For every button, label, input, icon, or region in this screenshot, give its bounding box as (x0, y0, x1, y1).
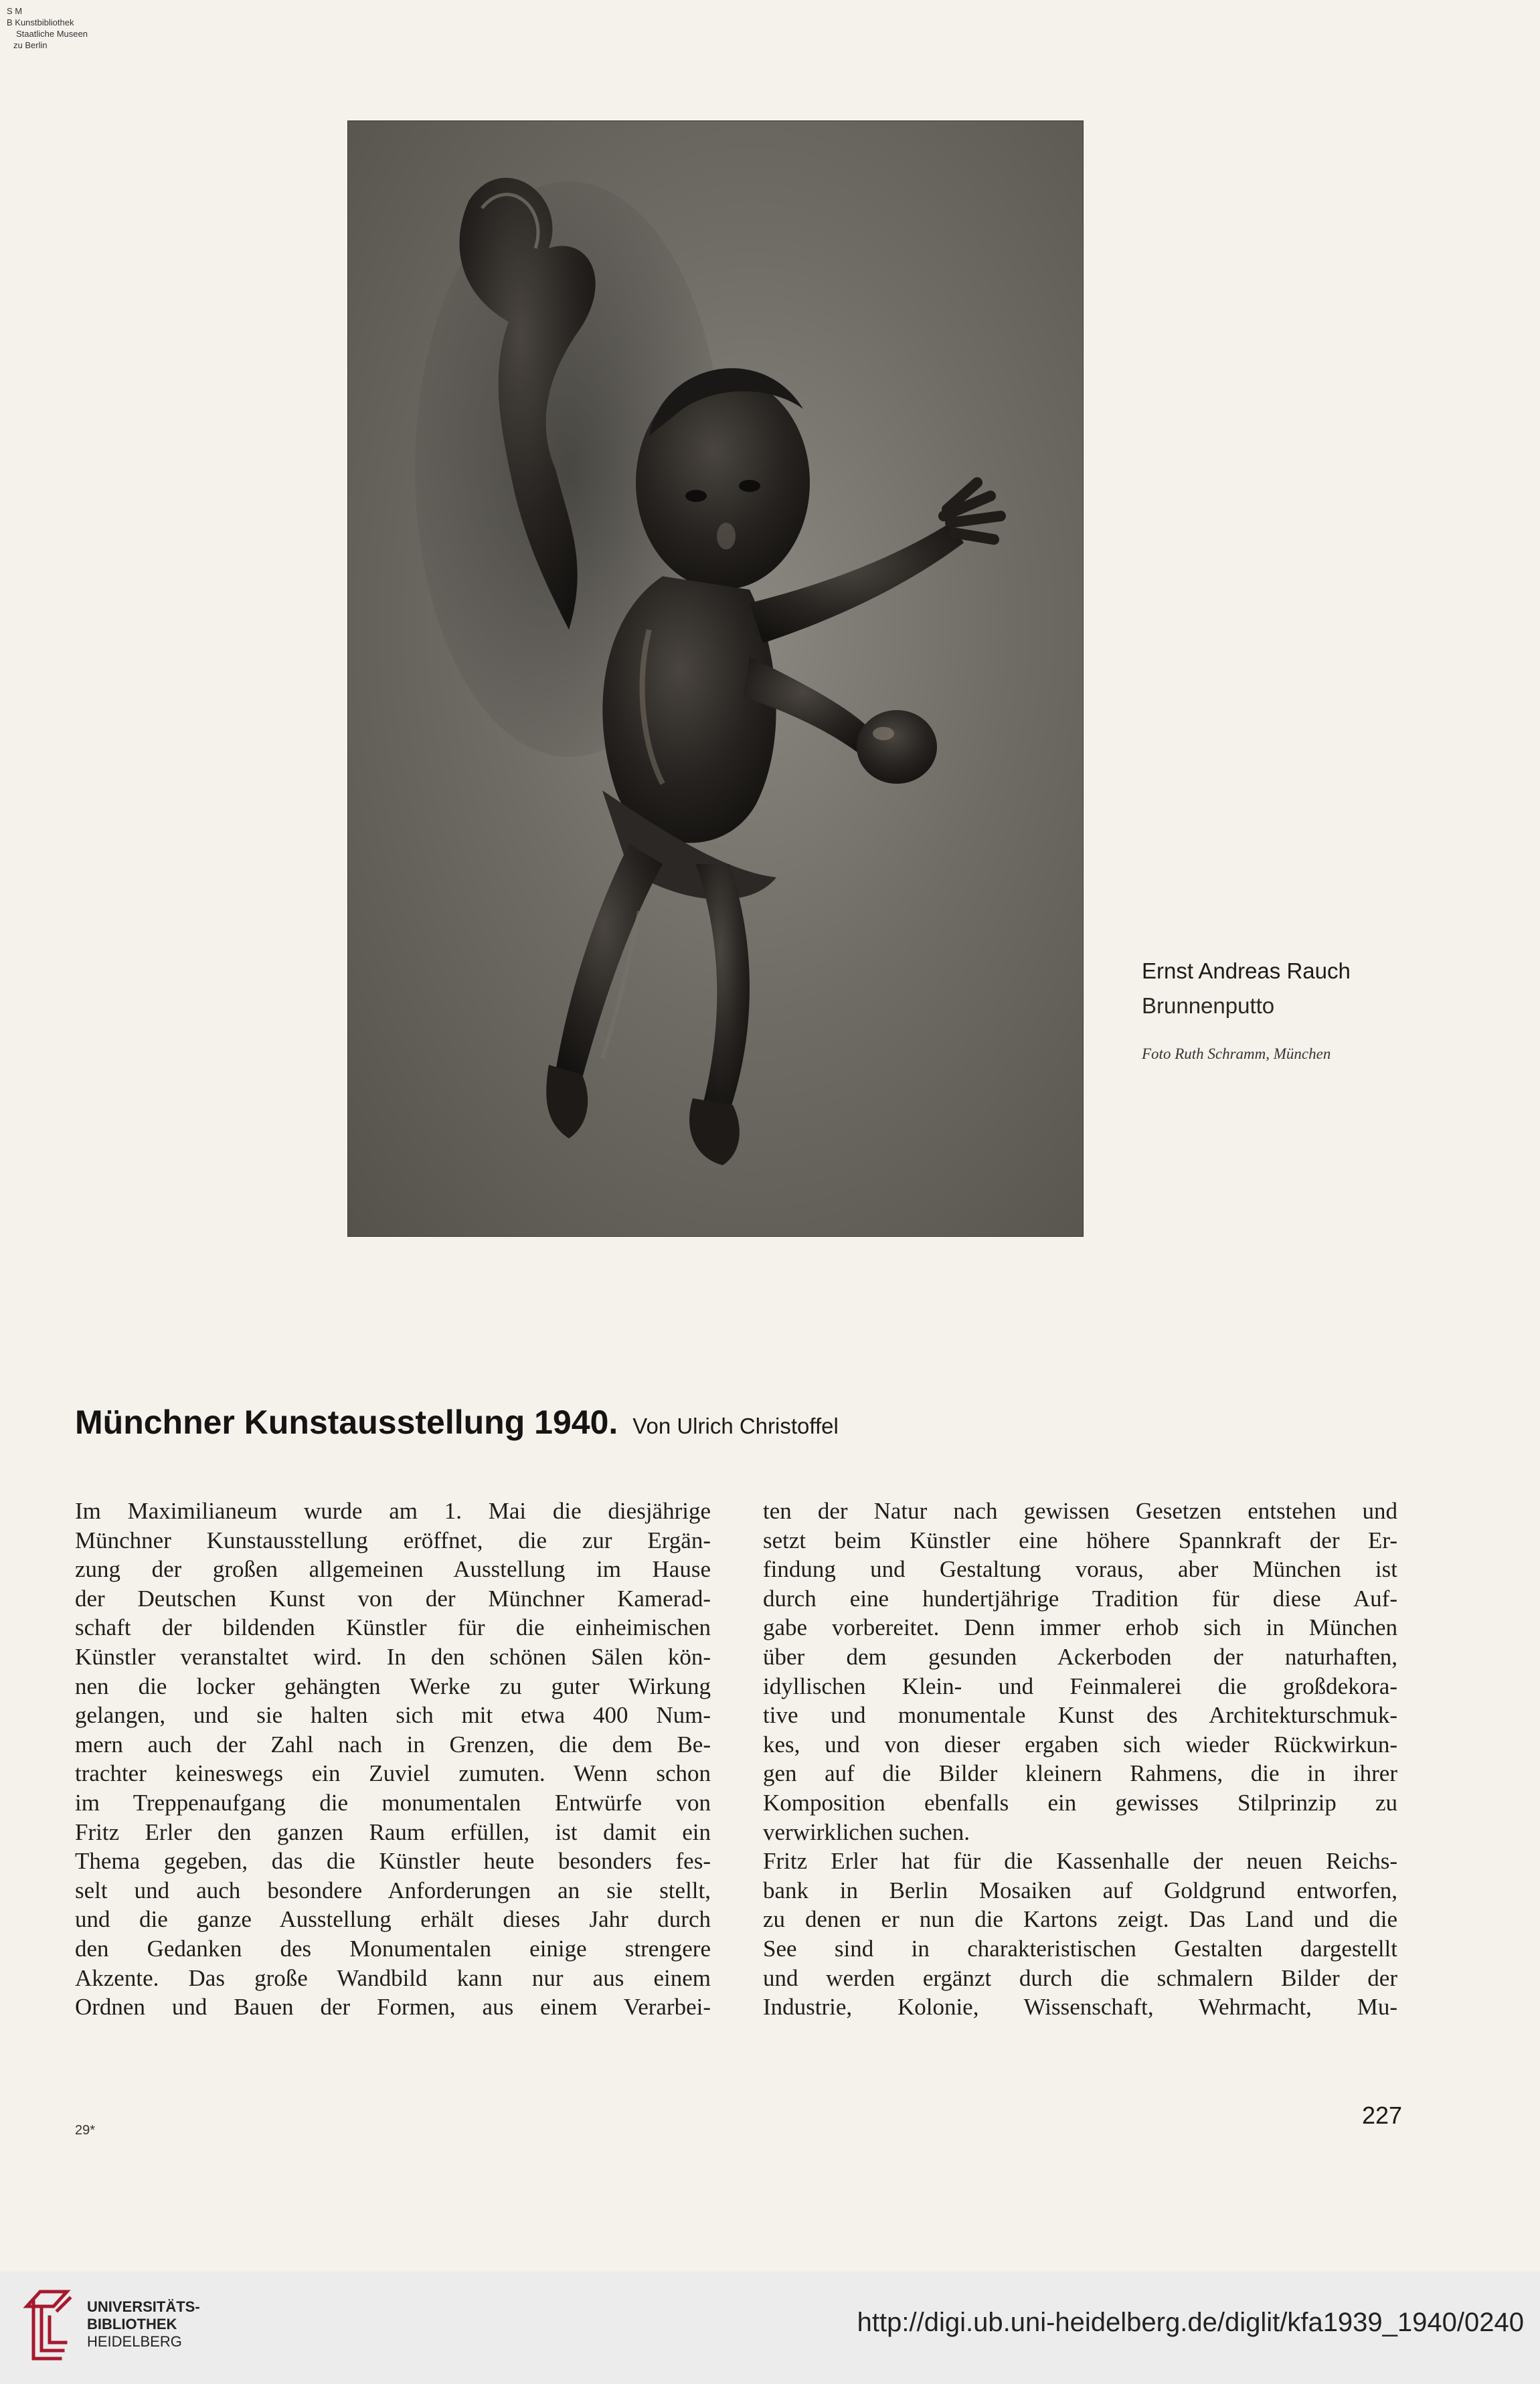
text-line: See sind in charakteristischen Gestalten dargestellt (763, 1935, 1397, 1962)
text-line: ten der Natur nach gewissen Gesetzen entstehen und (763, 1498, 1397, 1524)
article-author: Von Ulrich Christoffel (632, 1414, 839, 1438)
text-line: und werden ergänzt durch die schmalern Bilder der (763, 1964, 1397, 1991)
digital-copy-url[interactable]: http://digi.ub.uni-heidelberg.de/diglit/kfa1939_1940/0240 (857, 2308, 1524, 2337)
text-line: zu denen er nun die Kartons zeigt. Das Land und die (763, 1906, 1397, 1933)
caption-photo-credit: Foto Ruth Schramm, München (1142, 1045, 1331, 1062)
text-line: bank in Berlin Mosaiken auf Goldgrund entworfen, (763, 1877, 1397, 1903)
sculpture-illustration (348, 121, 1083, 1236)
text-line: Akzente. Das große Wandbild kann nur aus einem (75, 1964, 711, 1991)
university-library-logo-icon (20, 2286, 74, 2364)
text-line: Fritz Erler den ganzen Raum erfüllen, ist damit ein (75, 1818, 711, 1845)
text-line: Künstler veranstaltet wird. In den schönen Sälen kön- (75, 1643, 711, 1670)
text-line: Fritz Erler hat für die Kassenhalle der neuen Reichs- (763, 1848, 1397, 1875)
text-line: den Gedanken des Monumentalen einige strengere (75, 1935, 711, 1962)
library-name-line: BIBLIOTHEK (87, 2316, 177, 2332)
text-line: über dem gesunden Ackerboden der naturhaften, (763, 1643, 1397, 1670)
text-line: gelangen, und sie halten sich mit etwa 400 Num- (75, 1702, 711, 1729)
library-name-line: UNIVERSITÄTS- (87, 2298, 200, 2315)
text-line: im Treppenaufgang die monumentalen Entwürfe von (75, 1789, 711, 1816)
text-line: setzt beim Künstler eine höhere Spannkraft der Er- (763, 1527, 1397, 1553)
library-name-line: HEIDELBERG (87, 2333, 182, 2350)
text-line: Münchner Kunstausstellung eröffnet, die zur Ergän- (75, 1527, 711, 1553)
text-line: mern auch der Zahl nach in Grenzen, die dem Be- (75, 1731, 711, 1758)
text-line: der Deutschen Kunst von der Münchner Kamerad- (75, 1585, 711, 1612)
text-line: verwirklichen suchen. (763, 1818, 970, 1845)
signature-mark: 29* (75, 2123, 96, 2138)
text-line: Komposition ebenfalls ein gewisses Stilprinzip zu (763, 1789, 1397, 1816)
digitization-footer (0, 2272, 1540, 2384)
text-line: Im Maximilianeum wurde am 1. Mai die diesjährige (75, 1498, 711, 1524)
photo-caption (1142, 958, 1351, 1063)
article-heading (75, 1403, 839, 1442)
text-line: zung der großen allgemeinen Ausstellung im Hause (75, 1556, 711, 1583)
caption-work-title: Brunnenputto (1142, 993, 1275, 1018)
text-line: selt und auch besondere Anforderungen an sie stellt, (75, 1877, 711, 1903)
text-line: trachter keineswegs ein Zuviel zumuten. Wenn schon (75, 1760, 711, 1787)
text-line: Ordnen und Bauen der Formen, aus einem Verarbei- (75, 1994, 711, 2021)
library-stamp (7, 5, 88, 51)
text-line: idyllischen Klein- und Feinmalerei die großdekora- (763, 1673, 1397, 1699)
library-name (87, 2298, 200, 2351)
page-number: 227 (1362, 2102, 1403, 2129)
stamp-line: S M (7, 6, 23, 16)
text-line: Industrie, Kolonie, Wissenschaft, Wehrmacht, Mu- (763, 1994, 1397, 2021)
text-line: nen die locker gehängten Werke zu guter Wirkung (75, 1673, 711, 1699)
text-line: gen auf die Bilder kleinern Rahmens, die in ihrer (763, 1760, 1397, 1787)
text-line: kes, und von dieser ergaben sich wieder Rückwirkun- (763, 1731, 1397, 1758)
text-line: gabe vorbereitet. Denn immer erhob sich in München (763, 1614, 1397, 1641)
text-column-left (75, 1497, 711, 2022)
text-line: tive und monumentale Kunst des Architekturschmuk- (763, 1702, 1397, 1729)
text-line: schaft der bildenden Künstler für die einheimischen (75, 1614, 711, 1641)
text-line: und die ganze Ausstellung erhält dieses Jahr durch (75, 1906, 711, 1933)
sculpture-photo (347, 120, 1084, 1237)
text-line: Thema gegeben, das die Künstler heute besonders fes- (75, 1848, 711, 1875)
text-line: durch eine hundertjährige Tradition für diese Auf- (763, 1585, 1397, 1612)
stamp-line: Staatliche Museen (16, 29, 88, 39)
text-column-right (763, 1497, 1397, 2022)
stamp-line: zu Berlin (13, 40, 48, 50)
article-title: Münchner Kunstausstellung 1940. (75, 1403, 618, 1441)
text-line: findung und Gestaltung voraus, aber München ist (763, 1556, 1397, 1583)
caption-artist: Ernst Andreas Rauch (1142, 958, 1351, 983)
stamp-line: B Kunstbibliothek (7, 17, 74, 27)
